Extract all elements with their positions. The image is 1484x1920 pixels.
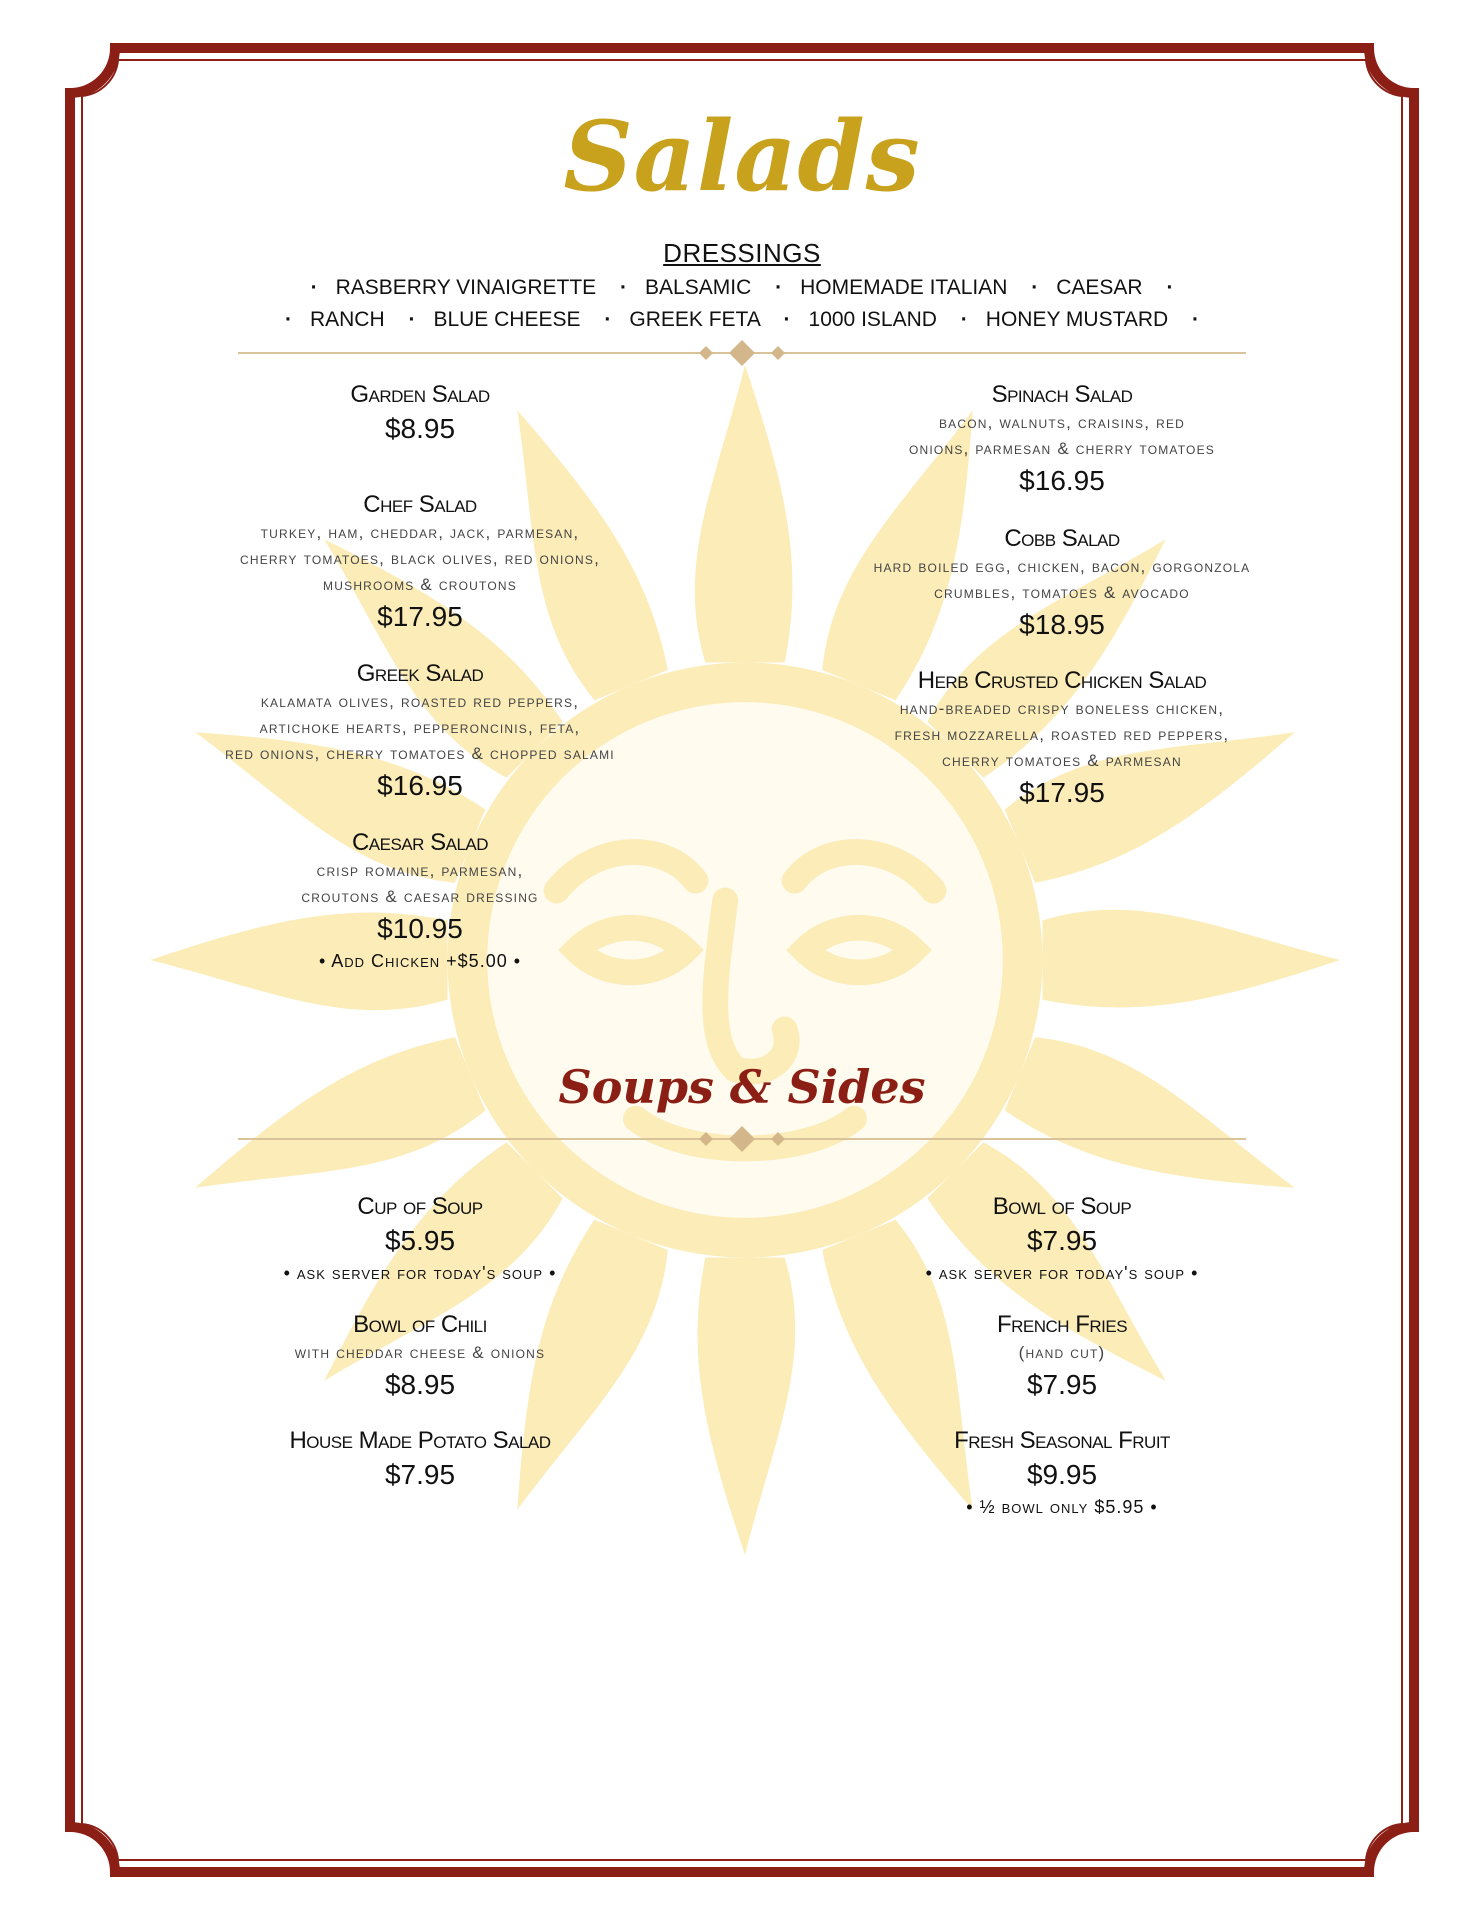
item-description: kalamata olives, roasted red peppers, artichoke hearts, pepperoncinis, feta, red onions, cherry tomatoes & chopped salami (225, 692, 615, 763)
menu-item-house-made-potato-salad (140, 1426, 700, 1494)
item-name: House Made Potato Salad (289, 1427, 551, 1454)
section-title-soups-sides: Soups & Sides (558, 1060, 926, 1114)
item-name: French Fries (996, 1311, 1128, 1338)
menu-item-caesar-salad (140, 828, 700, 974)
menu-item-bowl-of-chili (140, 1310, 700, 1404)
item-name: Garden Salad (350, 381, 490, 408)
menu-item-spinach-salad (782, 380, 1342, 500)
item-description: (hand cut) (1018, 1343, 1106, 1362)
item-name: Bowl of Soup (992, 1193, 1132, 1220)
dressing-item: GREEK FETA (629, 308, 760, 331)
item-price: $7.95 (1026, 1369, 1098, 1400)
menu-item-garden-salad (140, 380, 700, 448)
menu-item-french-fries (782, 1310, 1342, 1404)
dressings-list-row-1: · RASBERRY VINAIGRETTE · BALSAMIC · HOMEMADE ITALIAN · CAESAR · (310, 276, 1174, 299)
item-price: $16.95 (1019, 465, 1105, 496)
item-name: Bowl of Chili (353, 1311, 487, 1338)
menu-item-fresh-seasonal-fruit (782, 1426, 1342, 1520)
item-name: Spinach Salad (991, 381, 1133, 408)
item-name: Caesar Salad (351, 829, 489, 856)
item-name: Chef Salad (363, 491, 477, 518)
item-price: $18.95 (1019, 609, 1105, 640)
dressing-item: HONEY MUSTARD (985, 308, 1169, 331)
item-price: $5.95 (384, 1225, 456, 1256)
dressings-heading: DRESSINGS (663, 238, 821, 268)
item-name: Herb Crusted Chicken Salad (917, 667, 1207, 694)
item-description: bacon, walnuts, craisins, red onions, parmesan & cherry tomatoes (908, 413, 1216, 458)
dressing-item: RANCH (309, 308, 385, 331)
item-note: • Add Chicken +$5.00 • (318, 951, 522, 971)
menu-item-cup-of-soup (140, 1192, 700, 1286)
item-price: $7.95 (384, 1459, 456, 1490)
ornamental-divider (238, 338, 1246, 368)
item-name: Greek Salad (356, 660, 484, 687)
dressing-item: BLUE CHEESE (433, 308, 581, 331)
dressings-list-row-2: · RANCH · BLUE CHEESE · GREEK FETA · 1000 ISLAND · HONEY MUSTARD · (284, 308, 1200, 331)
menu-item-cobb-salad (782, 524, 1342, 644)
item-description: with cheddar cheese & onions (294, 1343, 546, 1362)
item-note: • ask server for today's soup • (283, 1263, 557, 1283)
item-price: $10.95 (377, 913, 463, 944)
menu-item-chef-salad (140, 490, 700, 636)
menu-item-herb-crusted-chicken-salad (782, 666, 1342, 812)
item-price: $17.95 (377, 601, 463, 632)
item-name: Fresh Seasonal Fruit (954, 1427, 1170, 1454)
ornamental-divider (238, 1124, 1246, 1154)
item-price: $8.95 (384, 1369, 456, 1400)
menu-title: Salads (563, 100, 921, 213)
item-name: Cobb Salad (1004, 525, 1120, 552)
item-note: • ask server for today's soup • (925, 1263, 1199, 1283)
dressing-item: 1000 ISLAND (808, 308, 937, 331)
item-description: hand-breaded crispy boneless chicken, fresh mozzarella, roasted red peppers, cherry tomatoes & parmesan (894, 699, 1230, 770)
dressing-item: HOMEMADE ITALIAN (800, 276, 1008, 299)
menu-item-bowl-of-soup (782, 1192, 1342, 1286)
item-price: $9.95 (1026, 1459, 1098, 1490)
dressing-item: CAESAR (1056, 276, 1143, 299)
item-price: $16.95 (377, 770, 463, 801)
item-description: turkey, ham, cheddar, jack, parmesan, cherry tomatoes, black olives, red onions, mushrooms & croutons (239, 523, 601, 594)
item-name: Cup of Soup (357, 1193, 483, 1220)
item-price: $8.95 (384, 413, 456, 444)
menu-item-greek-salad (140, 659, 700, 805)
item-description: crisp romaine, parmesan, croutons & caesar dressing (301, 861, 539, 906)
item-price: $7.95 (1026, 1225, 1098, 1256)
dressing-item: RASBERRY VINAIGRETTE (335, 276, 597, 299)
item-price: $17.95 (1019, 777, 1105, 808)
item-description: hard boiled egg, chicken, bacon, gorgonzola crumbles, tomatoes & avocado (873, 557, 1251, 602)
dressing-item: BALSAMIC (645, 276, 752, 299)
item-note: • ½ bowl only $5.95 • (966, 1497, 1158, 1517)
